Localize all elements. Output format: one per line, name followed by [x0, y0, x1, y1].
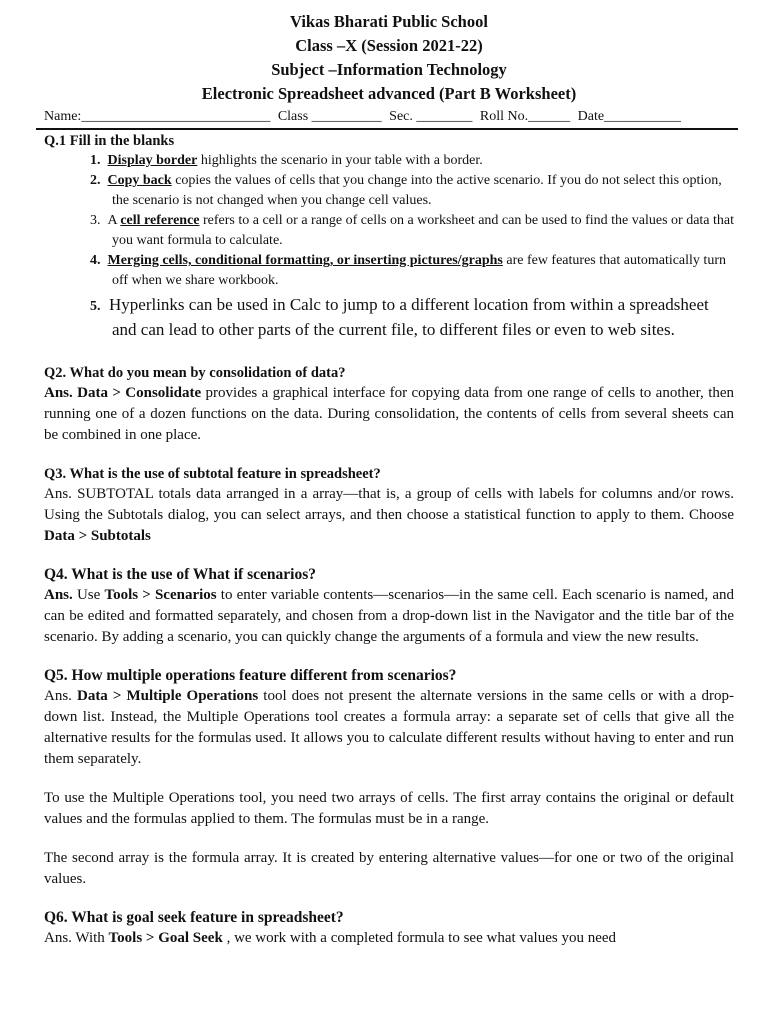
- q2-title: Q2. What do you mean by consolidation of data?: [44, 365, 346, 381]
- sec-field: Sec. ________: [389, 109, 473, 124]
- q3-block: [44, 464, 734, 547]
- q5-answer: Ans. Data > Multiple Operations tool does not present the alternate versions in the same cells or with a drop-down list. Instead, the Multiple Operations tool creates a formula array: a separate set of cells that give all the alternative results for the formulas used. It allows you to calculate different results without having to enter and run them separately.: [44, 688, 735, 767]
- list-item: 2. Copy back copies the values of cells that you change into the active scenario. If you do not select this option, the scenario is not changed when you change cell values.: [90, 173, 722, 208]
- q6-title: Q6. What is goal seek feature in spreadsheet?: [44, 909, 344, 926]
- list-item: 4. Merging cells, conditional formatting, or inserting pictures/graphs are few features that automatically turn off when we share workbook.: [90, 253, 726, 288]
- q4-block: [44, 565, 734, 648]
- school-name: Vikas Bharati Public School: [290, 12, 488, 31]
- class-session: Class –X (Session 2021-22): [295, 36, 483, 55]
- q3-answer: Ans. SUBTOTAL totals data arranged in a array—that is, a group of cells with labels for columns and/or rows. Using the Subtotals dialog, you can select arrays, and then choose a statistical function to apply to them. Choose Data > Subtotals: [44, 486, 734, 544]
- q5-paragraph-2: To use the Multiple Operations tool, you need two arrays of cells. The first array contains the original or default values and the formulas applied to them. The formulas must be in a range.: [44, 790, 734, 827]
- q5-block: [44, 666, 734, 890]
- worksheet-title: Electronic Spreadsheet advanced (Part B Worksheet): [201, 84, 577, 103]
- answer-term: Hyperlinks: [109, 295, 185, 314]
- answer-term: Merging cells, conditional formatting, or inserting pictures/graphs: [107, 253, 503, 268]
- answer-term: Copy back: [107, 173, 172, 188]
- q2-answer: Ans. Data > Consolidate provides a graphical interface for copying data from one range of cells to another, then running one of a dozen functions on the data. During consolidation, the contents of cells from several sheets can be combined in one place.: [44, 385, 735, 443]
- q4-answer: Ans. Use Tools > Scenarios to enter variable contents—scenarios—in the same cell. Each scenario is named, and can be edited and formatted separately, and chosen from a drop-down list in the Navigator and the title bar of the scenario. By adding a scenario, you can quickly change the arguments of a formula and view the new results.: [44, 587, 734, 645]
- class-field: Class __________: [277, 109, 382, 124]
- list-item: 3. A cell reference refers to a cell or a range of cells on a worksheet and can be used to find the values or data that you want formula to calculate.: [90, 213, 735, 248]
- name-field: Name:___________________________: [44, 109, 271, 124]
- answer-term: cell reference: [120, 213, 200, 228]
- answer-term: Display border: [107, 153, 198, 168]
- roll-field: Roll No.______: [479, 109, 571, 124]
- q2-block: [44, 363, 734, 446]
- q4-title: Q4. What is the use of What if scenarios?: [44, 566, 316, 583]
- q6-block: [44, 908, 734, 949]
- subject-line: Subject –Information Technology: [271, 60, 507, 79]
- list-item: 1. Display border highlights the scenario in your table with a border.: [90, 153, 483, 168]
- q6-answer: Ans. With Tools > Goal Seek , we work with a completed formula to see what values you need: [44, 930, 617, 946]
- q3-title: Q3. What is the use of subtotal feature in spreadsheet?: [44, 466, 381, 482]
- list-item: 5. Hyperlinks can be used in Calc to jump to a different location from within a spreadsheet and can lead to other parts of the current file, to different files or even to web sites.: [90, 295, 709, 339]
- student-info-row: [36, 108, 738, 130]
- q5-paragraph-3: The second array is the formula array. It is created by entering alternative values—for one or two of the original values.: [44, 850, 734, 887]
- date-field: Date___________: [577, 109, 682, 124]
- q1-title: Q.1 Fill in the blanks: [44, 133, 175, 149]
- q5-title: Q5. How multiple operations feature different from scenarios?: [44, 667, 457, 684]
- fill-blanks-list: [44, 151, 734, 341]
